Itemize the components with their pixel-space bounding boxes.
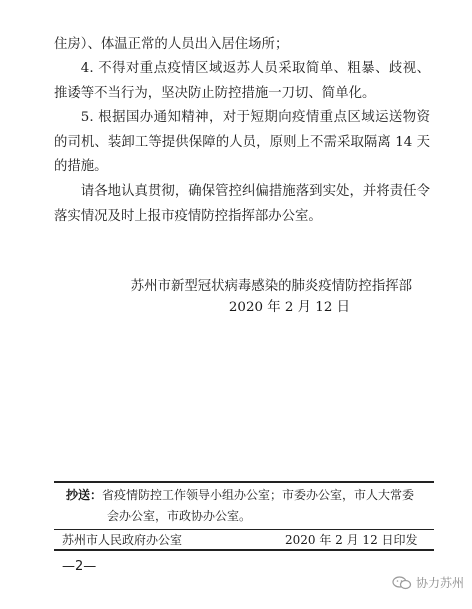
cc-label: 抄送： (66, 488, 103, 502)
print-date: 2020 年 2 月 12 日印发 (285, 533, 418, 547)
footer-divider-middle (54, 529, 434, 530)
signature-date: 2020 年 2 月 12 日 (228, 300, 350, 315)
body-item-4: 4. 不得对重点疫情区域返苏人员采取简单、粗暴、歧视、推诿等不当行为，坚决防止防控措施一刀切、简单化。 (54, 61, 430, 101)
page-number: —2— (62, 559, 97, 574)
signature-org: 苏州市新型冠状病毒感染的肺炎疫情防控指挥部 (130, 279, 412, 294)
watermark-text: 协力苏州 (415, 576, 464, 590)
body-line-top: 住房）、体温正常的人员出入居住场所； (54, 37, 289, 52)
cc-line-1 (66, 485, 430, 506)
footer-divider-bottom (54, 549, 434, 551)
cc-block (66, 485, 430, 527)
body-closing: 请各地认真贯彻，确保管控纠偏措施落到实处，并将责任令落实情况及时上报市疫情防控指挥部办公室。 (54, 184, 430, 224)
watermark (392, 574, 464, 591)
cc-recipients-2: 会办公室，市政协办公室。 (107, 509, 252, 523)
wechat-icon (392, 576, 412, 590)
body-item-5: 5. 根据国办通知精神，对于短期向疫情重点区域运送物资的司机、装卸工等提供保障的人员，原则上不需采取隔离 14 天的措施。 (54, 110, 430, 174)
cc-recipients-1: 省疫情防控工作领导小组办公室；市委办公室，市人大常委 (102, 488, 415, 502)
footer-divider-top (54, 481, 434, 483)
issuer: 苏州市人民政府办公室 (62, 533, 183, 547)
